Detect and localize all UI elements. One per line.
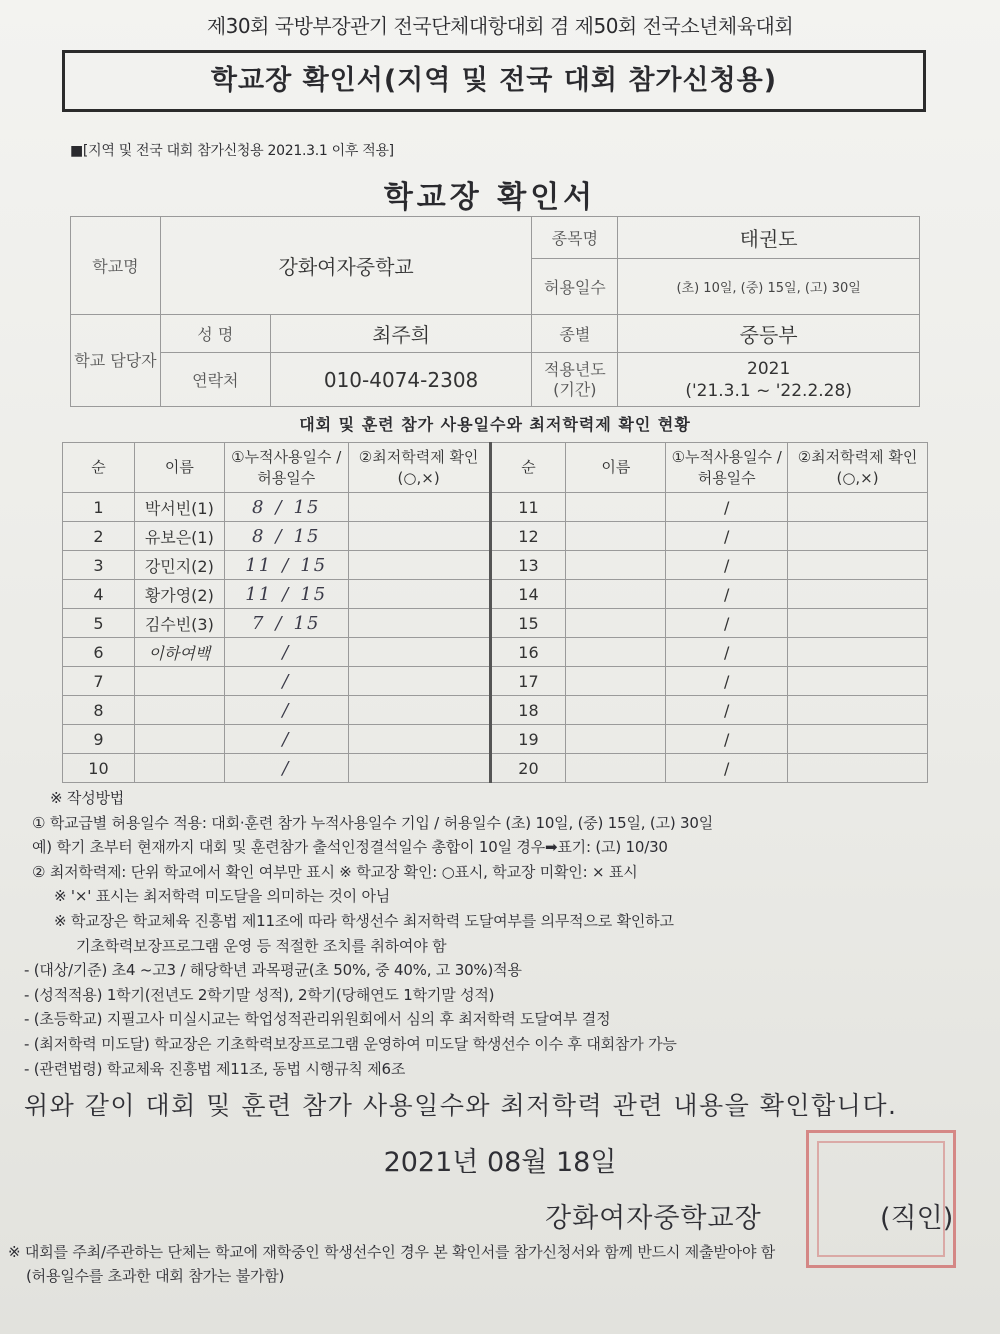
row-academic-right <box>788 609 928 638</box>
row-name <box>134 725 224 754</box>
days-slash: / <box>275 612 284 634</box>
row-academic <box>348 580 490 609</box>
row-days-right: / <box>666 638 788 667</box>
row-number: 8 <box>63 696 135 725</box>
signed-date: 2021년 08월 18일 <box>383 1147 617 1178</box>
row-name: 황가영(2) <box>134 580 224 609</box>
row-name <box>134 696 224 725</box>
header-box-title: 학교장 확인서(지역 및 전국 대회 참가신청용) <box>210 65 778 96</box>
note-line: ② 최저학력제: 단위 학교에서 확인 여부만 표시 ※ 학교장 확인: ○표시, 학교장 미확인: × 표시 <box>32 862 638 881</box>
row-days <box>224 609 348 638</box>
sub-tag: ■[지역 및 전국 대회 참가신청용 2021.3.1 이후 적용] <box>70 143 394 159</box>
category-label: 종별 <box>532 315 618 353</box>
used-days: 8 <box>252 525 266 547</box>
note-line: - (초등학교) 지필고사 미실시교는 학업성적관리위원회에서 심의 후 최저학력 도달여부 결정 <box>24 1010 611 1029</box>
row-days <box>224 522 348 551</box>
table-row <box>63 522 928 551</box>
period-value: ('21.3.1 ~ '22.2.28) <box>685 380 852 401</box>
days-slash: / <box>282 583 291 605</box>
row-number-right: 13 <box>490 551 566 580</box>
row-days <box>224 551 348 580</box>
row-number: 6 <box>63 638 135 667</box>
table-row <box>63 754 928 783</box>
note-line: - (최저학력 미도달) 학교장은 기초학력보장프로그램 운영하여 미도달 학생선수 이수 후 대회참가 가능 <box>24 1034 677 1053</box>
row-academic-right <box>788 725 928 754</box>
note-line: ※ '×' 표시는 최저학력 미도달을 의미하는 것이 아님 <box>54 887 391 906</box>
row-days-right: / <box>666 493 788 522</box>
row-days-right: / <box>666 754 788 783</box>
row-academic-right <box>788 638 928 667</box>
phone-value: 010-4074-2308 <box>270 353 532 407</box>
table-row <box>63 667 928 696</box>
principal-name: 강화여자중학교장 <box>545 1203 762 1234</box>
sport-value: 태권도 <box>618 217 920 259</box>
allowed-days: 15 <box>293 496 321 518</box>
row-academic <box>348 754 490 783</box>
col-days: ①누적사용일수 /허용일수 <box>224 443 348 493</box>
row-number-right: 19 <box>490 725 566 754</box>
row-number: 3 <box>63 551 135 580</box>
sport-label: 종목명 <box>532 217 618 259</box>
footer-line: ※ 대회를 주최/주관하는 단체는 학교에 재학중인 학생선수인 경우 본 확인서를 참가신청서와 함께 반드시 제출받아야 함 <box>8 1243 776 1261</box>
row-academic-right <box>788 551 928 580</box>
school-label: 학교명 <box>71 217 161 315</box>
table-row <box>63 696 928 725</box>
row-number: 10 <box>63 754 135 783</box>
row-days <box>224 725 348 754</box>
row-number-right: 12 <box>490 522 566 551</box>
note-line: - (성적적용) 1학기(전년도 2학기말 성적), 2학기(당해연도 1학기말 성적) <box>24 985 495 1004</box>
col-no: 순 <box>63 443 135 493</box>
row-academic <box>348 667 490 696</box>
row-days-right: / <box>666 580 788 609</box>
col-academic-right: ②최저학력제 확인(○,×) <box>788 443 928 493</box>
table-row <box>63 725 928 754</box>
row-academic-right <box>788 580 928 609</box>
row-number: 5 <box>63 609 135 638</box>
footer-note <box>8 1240 775 1288</box>
contact-group-label: 학교 담당자 <box>71 315 161 407</box>
note-line: ※ 작성방법 <box>50 789 125 807</box>
row-academic <box>348 493 490 522</box>
days-slash: / <box>275 496 284 518</box>
header-box <box>62 50 926 112</box>
row-number-right: 11 <box>490 493 566 522</box>
row-name: 박서빈(1) <box>134 493 224 522</box>
row-academic <box>348 551 490 580</box>
row-name-right <box>566 493 666 522</box>
row-name-right <box>566 551 666 580</box>
year-label: 적용년도 (기간) <box>532 353 618 407</box>
event-title: 제30회 국방부장관기 전국단체대항대회 겸 제50회 전국소년체육대회 <box>206 14 794 38</box>
row-number-right: 18 <box>490 696 566 725</box>
row-days <box>224 580 348 609</box>
row-days <box>224 638 348 667</box>
row-number: 9 <box>63 725 135 754</box>
phone-label: 연락처 <box>160 353 270 407</box>
row-number: 4 <box>63 580 135 609</box>
row-name-right <box>566 609 666 638</box>
row-academic <box>348 522 490 551</box>
days-slash: / <box>282 641 291 663</box>
year-value: 2021 <box>747 358 791 379</box>
row-name-right <box>566 522 666 551</box>
status-title: 대회 및 훈련 참가 사용일수와 최저학력제 확인 현황 <box>299 415 691 434</box>
row-name-right <box>566 667 666 696</box>
row-academic-right <box>788 696 928 725</box>
confirm-statement: 위와 같이 대회 및 훈련 참가 사용일수와 최저학력 관련 내용을 확인합니다. <box>24 1091 898 1120</box>
col-name-right: 이름 <box>566 443 666 493</box>
table-row <box>63 551 928 580</box>
row-name-right <box>566 696 666 725</box>
days-slash: / <box>282 670 291 692</box>
used-days: 7 <box>252 612 266 634</box>
category-value: 중등부 <box>618 315 920 353</box>
allowed-days: 15 <box>300 554 328 576</box>
row-number: 1 <box>63 493 135 522</box>
row-name <box>134 667 224 696</box>
footer-line: (허용일수를 초과한 대회 참가는 불가함) <box>26 1267 285 1285</box>
row-days <box>224 493 348 522</box>
row-name-right <box>566 754 666 783</box>
allowed-days-value: (초) 10일, (중) 15일, (고) 30일 <box>618 259 920 315</box>
row-name-signature: 이하여백 <box>134 638 224 667</box>
row-academic-right <box>788 667 928 696</box>
row-days-right: / <box>666 551 788 580</box>
row-academic-right <box>788 522 928 551</box>
row-name <box>134 754 224 783</box>
row-days <box>224 667 348 696</box>
row-name-right <box>566 725 666 754</box>
row-name: 유보은(1) <box>134 522 224 551</box>
name-value: 최주희 <box>270 315 532 353</box>
row-days-right: / <box>666 609 788 638</box>
row-days-right: / <box>666 725 788 754</box>
allowed-days-label: 허용일수 <box>532 259 618 315</box>
note-line: 예) 학기 초부터 현재까지 대회 및 훈련참가 출석인정결석일수 총합이 10일 경우➡표기: (고) 10/30 <box>32 838 668 857</box>
row-days <box>224 754 348 783</box>
used-days: 8 <box>252 496 266 518</box>
used-days: 11 <box>245 583 273 605</box>
row-name: 김수빈(3) <box>134 609 224 638</box>
table-row <box>63 638 928 667</box>
col-days-right: ①누적사용일수 /허용일수 <box>666 443 788 493</box>
row-days-right: / <box>666 696 788 725</box>
form-title: 학교장 확인서 <box>383 180 597 215</box>
col-academic: ②최저학력제 확인(○,×) <box>348 443 490 493</box>
note-line: - (대상/기준) 초4 ~고3 / 해당학년 과목평균(초 50%, 중 40%, 고 30%)적용 <box>24 961 522 980</box>
row-number-right: 16 <box>490 638 566 667</box>
table-row <box>63 493 928 522</box>
stamp-label: (직인) <box>880 1203 954 1234</box>
note-line: ① 학교급별 허용일수 적용: 대회·훈련 참가 누적사용일수 기입 / 허용일수 (초) 10일, (중) 15일, (고) 30일 <box>32 813 714 832</box>
row-name-right <box>566 580 666 609</box>
row-academic <box>348 725 490 754</box>
row-number-right: 17 <box>490 667 566 696</box>
row-academic-right <box>788 493 928 522</box>
days-slash: / <box>282 554 291 576</box>
row-number-right: 14 <box>490 580 566 609</box>
school-value: 강화여자중학교 <box>160 217 532 315</box>
participation-table <box>62 442 928 783</box>
col-name: 이름 <box>134 443 224 493</box>
days-slash: / <box>282 699 291 721</box>
note-line: - (관련법령) 학교체육 진흥법 제11조, 동법 시행규칙 제6조 <box>24 1059 406 1078</box>
row-days-right: / <box>666 522 788 551</box>
note-line: 기초학력보장프로그램 운영 등 적절한 조치를 취하여야 함 <box>76 936 447 955</box>
row-academic <box>348 609 490 638</box>
table-row <box>63 609 928 638</box>
year-cell <box>618 353 920 407</box>
note-line: ※ 학교장은 학교체육 진흥법 제11조에 따라 학생선수 최저학력 도달여부를 의무적으로 확인하고 <box>54 911 674 930</box>
row-number: 7 <box>63 667 135 696</box>
table-row <box>63 580 928 609</box>
school-info-table <box>70 216 920 407</box>
row-academic <box>348 696 490 725</box>
allowed-days: 15 <box>300 583 328 605</box>
days-slash: / <box>282 757 291 779</box>
row-number-right: 15 <box>490 609 566 638</box>
row-number-right: 20 <box>490 754 566 783</box>
row-name: 강민지(2) <box>134 551 224 580</box>
used-days: 11 <box>245 554 273 576</box>
days-slash: / <box>282 728 291 750</box>
row-academic <box>348 638 490 667</box>
table-header-row <box>63 443 928 493</box>
writing-notes <box>24 786 713 1081</box>
row-days <box>224 696 348 725</box>
row-name-right <box>566 638 666 667</box>
allowed-days: 15 <box>293 525 321 547</box>
row-academic-right <box>788 754 928 783</box>
row-days-right: / <box>666 667 788 696</box>
col-no-right: 순 <box>490 443 566 493</box>
allowed-days: 15 <box>293 612 321 634</box>
name-label: 성 명 <box>160 315 270 353</box>
days-slash: / <box>275 525 284 547</box>
row-number: 2 <box>63 522 135 551</box>
